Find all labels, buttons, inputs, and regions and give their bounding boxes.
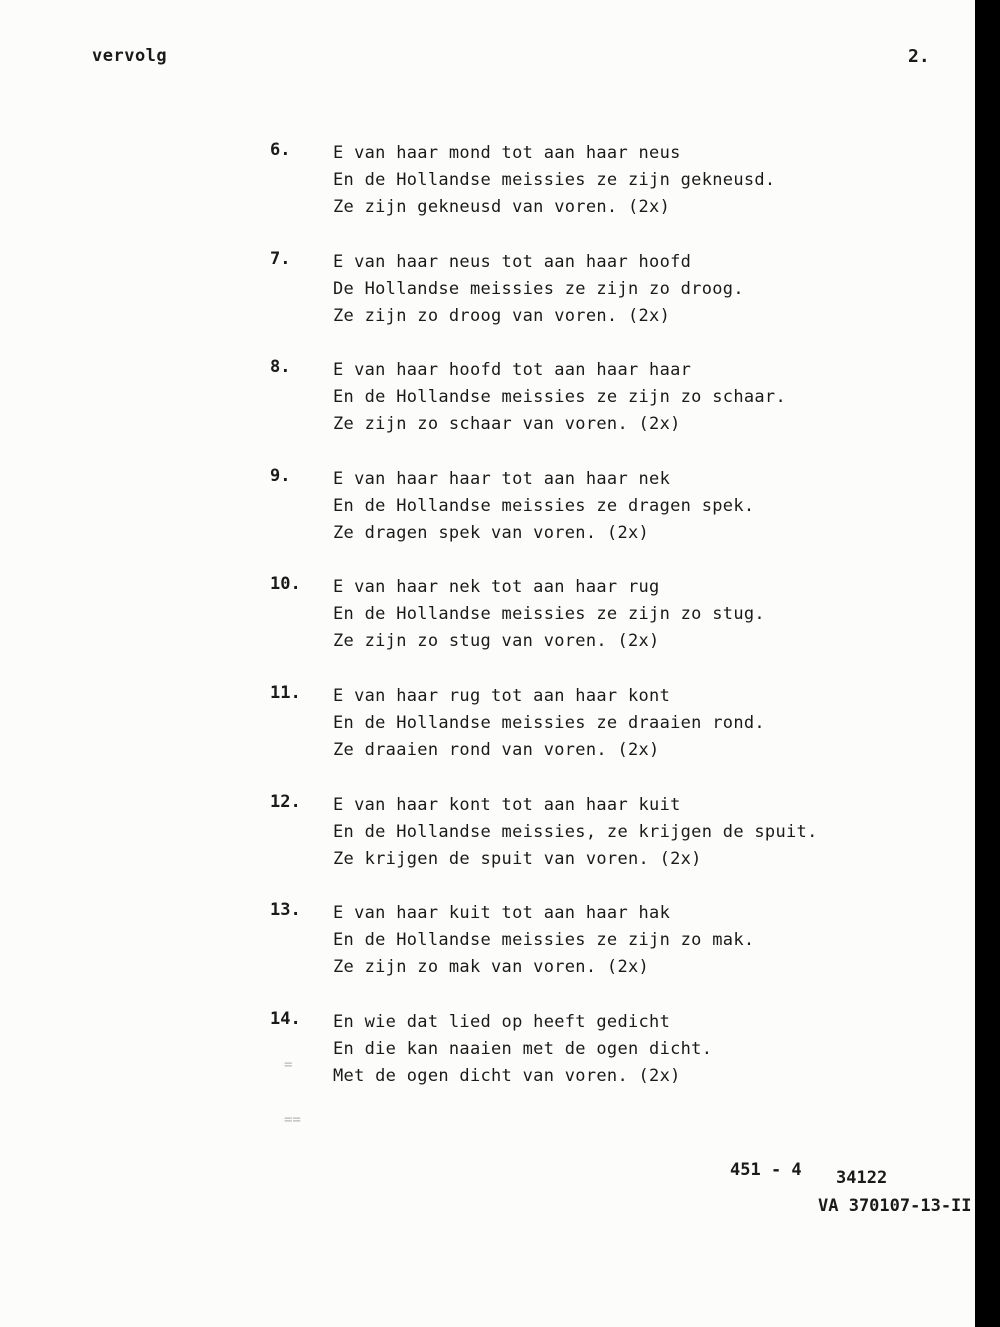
verse-text xyxy=(333,1009,712,1090)
verse-number: 9. xyxy=(270,465,291,486)
verse-line: En de Hollandse meissies ze zijn zo schaar. xyxy=(333,387,786,408)
verse-number: 11. xyxy=(270,682,301,703)
faint-rule-mark: = xyxy=(284,1057,293,1073)
footer-archive-id: VA 370107-13-II xyxy=(818,1196,972,1216)
verse-line: Ze zijn zo stug van voren. (2x) xyxy=(333,631,660,652)
verse-line: E van haar nek tot aan haar rug xyxy=(333,577,660,598)
faint-rule-mark: == xyxy=(284,1112,301,1128)
verse-line: E van haar kuit tot aan haar hak xyxy=(333,903,671,924)
verse-line: E van haar kont tot aan haar kuit xyxy=(333,794,681,815)
verse-line: En de Hollandse meissies ze zijn zo stug. xyxy=(333,604,765,625)
verse-number: 13. xyxy=(270,900,301,921)
verse-line: E van haar haar tot aan haar nek xyxy=(333,468,671,489)
footer-number: 34122 xyxy=(836,1168,888,1188)
verse-line: En de Hollandse meissies ze draaien rond. xyxy=(333,712,765,733)
verse-text xyxy=(333,683,765,764)
verse-number: 6. xyxy=(270,140,291,160)
verse-line: En wie dat lied op heeft gedicht xyxy=(333,1011,671,1032)
verse-line: E van haar rug tot aan haar kont xyxy=(333,685,671,706)
verse-text xyxy=(333,249,744,330)
verse-text xyxy=(333,140,775,221)
verse-line: E van haar neus tot aan haar hoofd xyxy=(333,251,692,272)
verse-line: En de Hollandse meissies ze zijn zo mak. xyxy=(333,930,755,951)
verse-line: Ze zijn gekneusd van voren. (2x) xyxy=(333,197,671,217)
header-continuation-label: vervolg xyxy=(92,46,168,66)
verse-line: En die kan naaien met de ogen dicht. xyxy=(333,1038,713,1059)
verse-line: Ze zijn zo mak van voren. (2x) xyxy=(333,957,650,978)
verse-text xyxy=(333,900,754,981)
verse-number: 12. xyxy=(270,791,301,812)
verse-text xyxy=(333,574,765,655)
verse-line: Ze dragen spek van voren. (2x) xyxy=(333,522,650,543)
verse-line: En de Hollandse meissies ze zijn gekneusd. xyxy=(333,170,776,190)
verse-number: 7. xyxy=(270,248,291,269)
verse-line: Ze zijn zo schaar van voren. (2x) xyxy=(333,414,681,435)
verse-line: E van haar hoofd tot aan haar haar xyxy=(333,360,692,381)
verse-text xyxy=(333,357,786,438)
verse-line: En de Hollandse meissies, ze krijgen de spuit. xyxy=(333,821,818,842)
verse-number: 14. xyxy=(270,1008,301,1029)
verse-line: De Hollandse meissies ze zijn zo droog. xyxy=(333,278,744,299)
verse-line: Met de ogen dicht van voren. (2x) xyxy=(333,1065,681,1086)
verse-line: En de Hollandse meissies ze dragen spek. xyxy=(333,495,755,516)
footer-code: 451 - 4 xyxy=(730,1160,802,1180)
verse-number: 8. xyxy=(270,357,291,378)
verse-line: Ze draaien rond van voren. (2x) xyxy=(333,739,660,760)
page-number: 2. xyxy=(908,46,930,67)
verse-number: 10. xyxy=(270,574,301,595)
verse-line: E van haar mond tot aan haar neus xyxy=(333,143,681,163)
verse-text xyxy=(333,792,818,873)
verse-line: Ze zijn zo droog van voren. (2x) xyxy=(333,305,671,326)
verse-text xyxy=(333,466,754,547)
verse-line: Ze krijgen de spuit van voren. (2x) xyxy=(333,848,702,869)
